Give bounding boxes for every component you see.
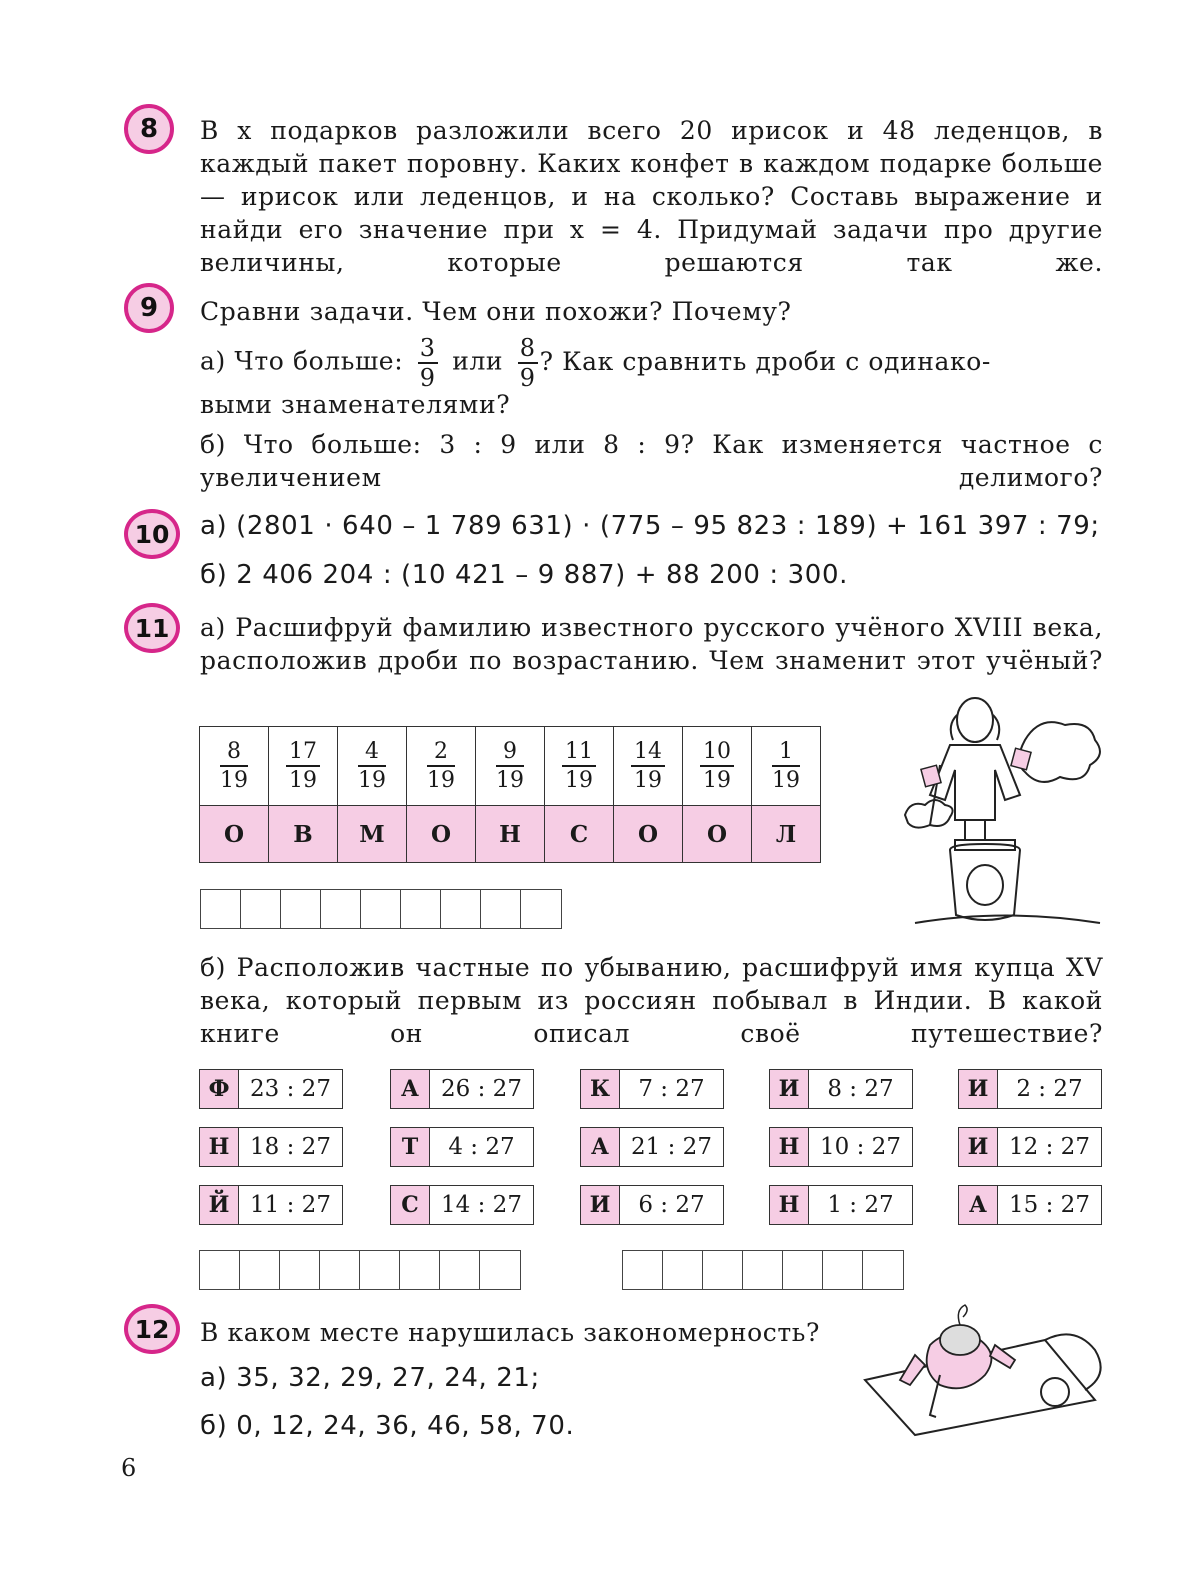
card-expression: 6 : 27: [638, 1192, 705, 1218]
card-letter: Т: [391, 1128, 430, 1166]
quotient-card: [199, 1185, 343, 1225]
quotient-card: [199, 1069, 343, 1109]
task9-intro: Сравни задачи. Чем они похожи? Почему?: [200, 297, 792, 326]
answer-box[interactable]: [200, 1251, 240, 1289]
card-expression: 14 : 27: [441, 1192, 522, 1218]
quotient-card: [580, 1069, 724, 1109]
task10-a: а) (2801 · 640 – 1 789 631) · (775 – 95 823 : 189) + 161 397 : 79;: [200, 511, 1100, 541]
fraction-cell: $\frac{2}{19}$: [407, 727, 476, 806]
task9-a-prefix: а) Что больше:: [200, 346, 404, 376]
task-number-9: 9: [124, 283, 174, 333]
scientist-statue-illustration: [895, 695, 1110, 930]
card-expression: 10 : 27: [820, 1134, 901, 1160]
task9-a-line2: выми знаменателями?: [200, 390, 511, 419]
answer-box[interactable]: [241, 890, 281, 928]
fraction-cell: $\frac{8}{19}$: [200, 727, 269, 806]
answer-box[interactable]: [361, 890, 401, 928]
card-expression: 26 : 27: [441, 1076, 522, 1102]
task12-intro: В каком месте нарушилась закономерность?: [200, 1318, 820, 1347]
answer-box[interactable]: [440, 1251, 480, 1289]
answer-box[interactable]: [783, 1251, 823, 1289]
task10-b: б) 2 406 204 : (10 421 – 9 887) + 88 200 : 300.: [200, 560, 848, 590]
answer-box[interactable]: [863, 1251, 903, 1289]
card-expression: 18 : 27: [250, 1134, 331, 1160]
task8-text: В x подарков разложили всего 20 ирисок и 48 леденцов, в каждый пакет поровну. Каких конфет в каждом подарке больше — ирисок или леденцов, и на сколько? Составь выражение и найди его значение при x = 4. Придумай задачи про другие величины, которые решаются так же.: [200, 116, 1103, 277]
quotient-card: [390, 1069, 534, 1109]
answer-box[interactable]: [281, 890, 321, 928]
task9-a-suffix: ? Как сравнить дроби с одинако-: [539, 346, 991, 376]
drawing-character-illustration: [855, 1300, 1110, 1440]
answer-boxes-first-name[interactable]: [199, 1250, 521, 1290]
task-number-8: 8: [124, 104, 174, 154]
answer-box[interactable]: [360, 1251, 400, 1289]
card-expression: 11 : 27: [250, 1192, 331, 1218]
answer-box[interactable]: [521, 890, 561, 928]
answer-box[interactable]: [401, 890, 441, 928]
task9-a-or: или: [452, 346, 504, 376]
fraction-cell: $\frac{4}{19}$: [338, 727, 407, 806]
cipher-letter-cell: О: [683, 806, 752, 863]
card-expression: 1 : 27: [827, 1192, 894, 1218]
answer-box[interactable]: [743, 1251, 783, 1289]
cipher-letter-cell: В: [269, 806, 338, 863]
quotient-card: [390, 1127, 534, 1167]
card-letter: Н: [200, 1128, 239, 1166]
card-letter: Н: [770, 1128, 809, 1166]
card-expression: 7 : 27: [638, 1076, 705, 1102]
answer-box[interactable]: [201, 890, 241, 928]
cipher-letter-cell: О: [407, 806, 476, 863]
card-letter: И: [581, 1186, 620, 1224]
task12-a: а) 35, 32, 29, 27, 24, 21;: [200, 1363, 540, 1393]
card-letter: И: [959, 1128, 998, 1166]
task-number-12: 12: [124, 1304, 180, 1354]
card-expression: 12 : 27: [1009, 1134, 1090, 1160]
card-expression: 4 : 27: [448, 1134, 515, 1160]
answer-boxes-surname[interactable]: [200, 889, 562, 929]
task11-b-text: б) Расположив частные по убыванию, расшифруй имя купца XV века, который первым из россиян побывал в Индии. В какой книге он описал своё путешествие?: [200, 953, 1103, 1048]
quotient-card: [958, 1127, 1102, 1167]
fraction-cell: $\frac{11}{19}$: [545, 727, 614, 806]
answer-box[interactable]: [320, 1251, 360, 1289]
quotient-card: [769, 1069, 913, 1109]
answer-box[interactable]: [240, 1251, 280, 1289]
quotient-card: [580, 1127, 724, 1167]
cipher-letter-cell: С: [545, 806, 614, 863]
card-letter: С: [391, 1186, 430, 1224]
cipher-letter-cell: Н: [476, 806, 545, 863]
card-letter: А: [581, 1128, 620, 1166]
card-letter: И: [959, 1070, 998, 1108]
fraction-cell: $\frac{1}{19}$: [752, 727, 821, 806]
quotient-card: [769, 1185, 913, 1225]
quotient-card: [958, 1185, 1102, 1225]
task-number-10: 10: [124, 509, 180, 559]
quotient-card: [390, 1185, 534, 1225]
task11-a-text: а) Расшифруй фамилию известного русского учёного XVIII века, расположив дроби по возрастанию. Чем знаменит этот учёный?: [200, 613, 1103, 675]
cipher-letter-cell: Л: [752, 806, 821, 863]
card-letter: Н: [770, 1186, 809, 1224]
card-expression: 23 : 27: [250, 1076, 331, 1102]
quotient-card: [199, 1127, 343, 1167]
card-letter: А: [391, 1070, 430, 1108]
quotient-card: [580, 1185, 724, 1225]
quotient-card: [958, 1069, 1102, 1109]
answer-boxes-last-name[interactable]: [622, 1250, 904, 1290]
card-letter: К: [581, 1070, 620, 1108]
fraction-8-9: $\frac{8}{9}$: [519, 334, 536, 392]
card-letter: А: [959, 1186, 998, 1224]
card-letter: Ф: [200, 1070, 239, 1108]
fraction-cipher-table: [199, 726, 821, 863]
answer-box[interactable]: [280, 1251, 320, 1289]
fraction-3-9: $\frac{3}{9}$: [419, 334, 436, 392]
answer-box[interactable]: [623, 1251, 663, 1289]
answer-box[interactable]: [400, 1251, 440, 1289]
card-expression: 2 : 27: [1016, 1076, 1083, 1102]
page-number: 6: [121, 1454, 137, 1482]
answer-box[interactable]: [823, 1251, 863, 1289]
cipher-letter-cell: М: [338, 806, 407, 863]
card-expression: 21 : 27: [631, 1134, 712, 1160]
task9-b-text: б) Что больше: 3 : 9 или 8 : 9? Как изменяется частное с увеличением делимого?: [200, 430, 1103, 492]
answer-box[interactable]: [703, 1251, 743, 1289]
card-expression: 8 : 27: [827, 1076, 894, 1102]
task9-a-line1: [200, 336, 991, 390]
cipher-letter-cell: О: [200, 806, 269, 863]
card-letter: И: [770, 1070, 809, 1108]
task-number-11: 11: [124, 603, 180, 653]
quotient-card: [769, 1127, 913, 1167]
fraction-cell: $\frac{10}{19}$: [683, 727, 752, 806]
answer-box[interactable]: [663, 1251, 703, 1289]
fraction-cell: $\frac{17}{19}$: [269, 727, 338, 806]
answer-box[interactable]: [441, 890, 481, 928]
fraction-cell: $\frac{14}{19}$: [614, 727, 683, 806]
task12-b: б) 0, 12, 24, 36, 46, 58, 70.: [200, 1411, 575, 1441]
answer-box[interactable]: [321, 890, 361, 928]
card-expression: 15 : 27: [1009, 1192, 1090, 1218]
card-letter: Й: [200, 1186, 239, 1224]
answer-box[interactable]: [480, 1251, 520, 1289]
cipher-letter-cell: О: [614, 806, 683, 863]
fraction-cell: $\frac{9}{19}$: [476, 727, 545, 806]
answer-box[interactable]: [481, 890, 521, 928]
